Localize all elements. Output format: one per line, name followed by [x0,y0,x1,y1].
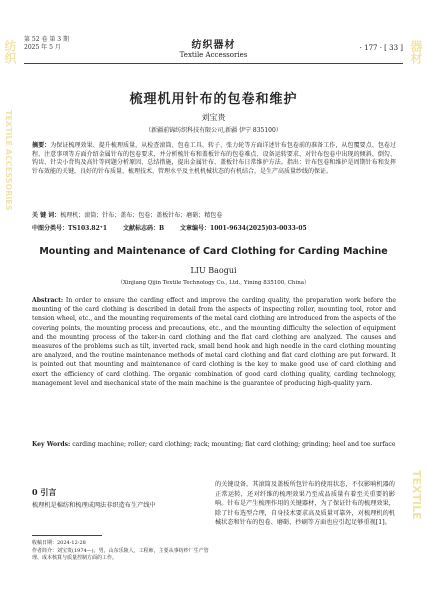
abstract-en [32,296,396,388]
classification-row [32,223,396,232]
page-bracket: [ 33 ] [384,44,403,52]
article-number: 文章编号：1001-9634(2025)03-0033-05 [180,225,307,232]
journal-name-en: Textile Accessories [179,51,248,59]
watermark-right-top: 器材 [409,40,423,64]
author-bio: 作者简介：刘宝贵(1974—)，男，山东乐陵人，工程师，主要从事纺纱厂生产管理、成本核算与质量控制方面的工作。 [32,547,209,561]
author-name-cn: 刘宝贵 [201,113,226,122]
document-code: 文献标志码：B [123,225,165,232]
journal-logo-cn: 纺织器材 [191,40,236,51]
header-rule [24,63,403,64]
abstract-cn [32,142,396,176]
page-info: · 177 · [359,44,382,52]
keywords-label-cn: 关 键 词： [32,212,61,219]
abstract-text-cn: 为保证梳理效果、提升梳理质量，从检查滚筒、包卷工具、转子、张力轮等方面详述针布包卷前的准备工作，从包覆要点、包卷过程、注意事项等方面介绍金属针布的包卷要求，并分析梳针布和盖板针布的包卷难点、设备运转要求、对针布包卷中出现的倾斜、倒勾、钩齿、针尖小背钩及高针等问题分析原因、总结措施，提出金属针布、盖板针布日常维护方法。指出：针布包卷和维护是周期针布和发挥针布效能的关键，良好的针布质量、梳理技术、管理水平及主机机械状态的有机结合，是生产高质量纱线的保证。 [32,142,396,175]
body-text-left: 梳理机是棉纺和梳理成网法非织造布生产线中 [32,502,156,509]
affiliation-en: （Xinjiang Qijin Textile Technology Co., Ltd., Yining 835100, China） [117,280,310,286]
watermark-left-vertical: TEXTILE ACCESSORIES [4,110,13,211]
page-number [360,44,403,52]
article-title-en: Mounting and Maintenance of Card Clothing for Carding Machine [39,246,388,257]
issue-date: 2025 年 5 月 [24,44,61,51]
page-header [24,36,403,62]
keywords-cn [32,212,396,221]
keywords-text-cn: 梳理机；滚筒；针布；盖布；包卷；盖板针布；磨砺；精包卷 [60,212,223,219]
keywords-en [32,440,396,449]
footnote-rule [32,535,102,536]
clc-number: 中图分类号：TS103.82⁺1 [32,225,108,232]
body-text-right: 的关键设备，其滚筒及盖板所包针布的使用状态，不仅影响机器的正常运转，还对纤维的梳理效果乃至成品质量有着至关重要的影响。针布是产生梳理作用的关键器材，为了保证针布的梳理效果，除了针布选型合理，自身技术要求高及质量可靠外，对梳理机的机械状态和针布的包卷、磨砺、抄刷等方面也应引起足够重视[1]。 [215,481,395,526]
journal-title [24,36,403,59]
footnote [32,540,210,563]
author-name-en: LIU Baogui [190,266,237,275]
article-title-cn: 梳理机用针布的包卷和维护 [129,92,298,107]
keywords-text-en: carding machine; roller; card clothing; rack; mounting; flat card clothing; grinding; heel and toe surface [70,441,396,448]
keywords-label-en: Key Words: [32,441,71,448]
abstract-label-cn: 摘要： [32,142,51,149]
watermark-right-bottom: TEXTILE [410,470,423,520]
affiliation-cn: （新疆前锦纺织科技有限公司,新疆 伊宁 835100） [145,127,282,134]
received-date: 收稿日期：2024-12-28 [32,540,86,546]
abstract-label-en: Abstract: [32,297,64,304]
watermark-left-top: 纺织 [3,40,17,64]
abstract-text-en: In order to ensure the carding effect and improve the carding quality, the preparation work before the mounting of the card clothing is described in detail from the aspects of inspecting roller, mounting tool, rotor and tension wheel, etc., and the mounting requirements of the metal card clothing are introduced from the aspects of the covering points, the mounting process and precautions, etc., and the mounting difficulty the selection of equipment and the mounting process of the taker-in card clothing and the flat card clothing are analyzed. The causes and measures of the problems such as tilt, inverted rack, small bend hook and high needle in the card clothing mounting are analyzed, and the routine maintenance methods of metal card clothing and flat card clothing are put forward. It is pointed out that mounting and maintenance of card clothing is the key to make good use of card clothing and exert the efficiency of card clothing. The organic combination of good card clothing quality, carding technology, management level and mechanical state of the main machine is the guarantee of producing high-quality yarn. [32,297,396,387]
volume-issue: 第 52 卷 第 3 期 [24,36,69,43]
section-heading-introduction: 0 引言 [32,487,57,497]
